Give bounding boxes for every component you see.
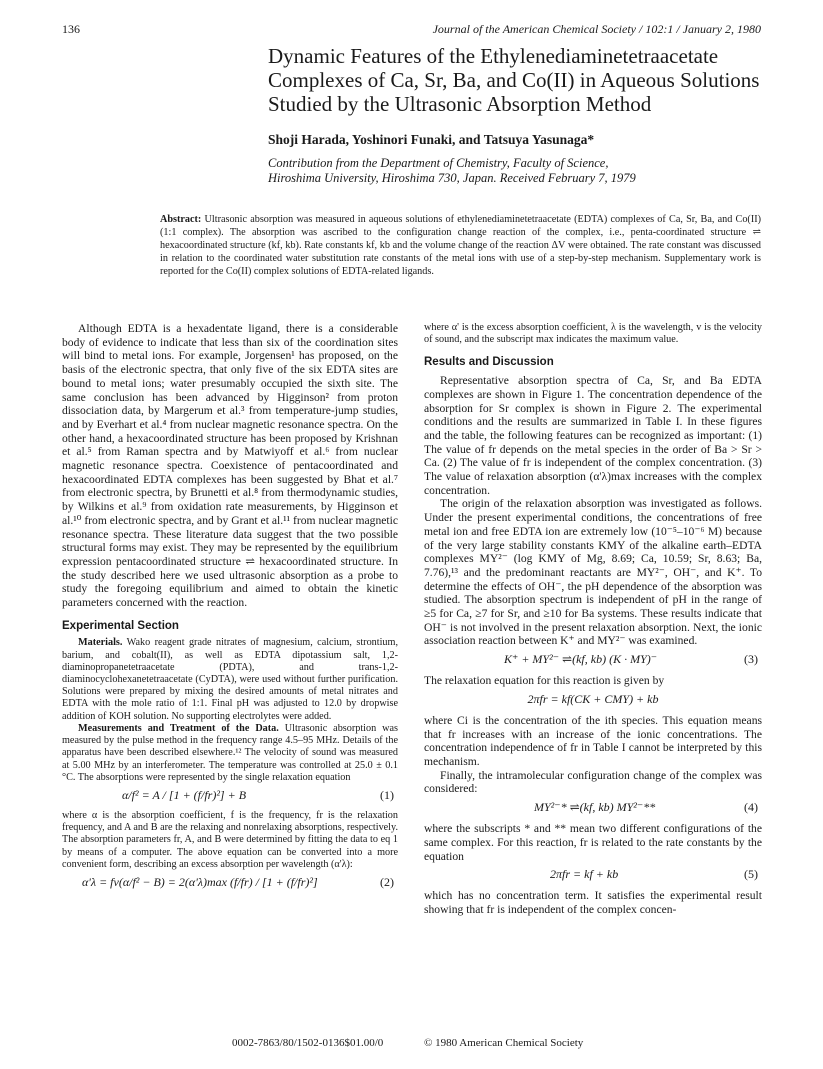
page-footer (62, 1037, 761, 1053)
paragraph: where α' is the excess absorption coefficient, λ is the wavelength, v is the velocity of sound, and the subscript max indicates the maximum value. (424, 322, 762, 346)
paragraph-text: Ultrasonic absorption was measured by the pulse method in the frequency range 4.5–95 MHz. Details of the apparatus have been described elsewhere.¹² The velocity of sound was measured at 5.00 MHz by an interferometer. The temperature was controlled at 25.0 ± 0.1 °C. The absorptions were represented by the single relaxation equation (62, 722, 398, 783)
article-code: 0002-7863/80/1502-0136$01.00/0 (232, 1037, 384, 1049)
equation-1 (62, 784, 398, 810)
equation-expression: MY²⁻* ⇌(kf, kb) MY²⁻** (534, 800, 656, 815)
equation-expression: α'λ = fv(α/f² − B) = 2(α'λ)max (f/fr) / [1 + (f/fr)²] (82, 874, 318, 889)
equation-relaxation (424, 688, 762, 714)
section-heading: Results and Discussion (424, 356, 554, 369)
equation-2 (62, 871, 398, 897)
copyright: © 1980 American Chemical Society (424, 1037, 584, 1049)
equation-number: (4) (744, 800, 758, 815)
title-block (268, 44, 761, 186)
run-in-heading: Materials. (78, 637, 123, 649)
page-number: 136 (62, 22, 80, 36)
equation-number: (5) (744, 867, 758, 882)
running-title: Journal of the American Chemical Society / 102:1 / January 2, 1980 (432, 22, 761, 36)
equation-number: (2) (380, 874, 394, 889)
equation-4 (424, 796, 762, 822)
abstract (160, 213, 761, 278)
paragraph: where α is the absorption coefficient, f is the frequency, fr is the relaxation frequency, and A and B are the relaxing and nonrelaxing absorptions, respectively. The absorption parameters fr, A, and B were determined by fitting the data to eq 1 by means of a computer. The above equation can be converted into a more convenient form, describing an excess absorption per wavelength (α'λ): (62, 809, 398, 870)
materials-paragraph (62, 637, 398, 722)
paragraph: Finally, the intramolecular configuration change of the complex was considered: (424, 768, 762, 796)
intro-paragraph: Although EDTA is a hexadentate ligand, there is a considerable body of evidence to indicate that less than six of the coordination sites will bind to metal ions. For example, Jorgensen¹ has proposed, on the basis of the electronic spectra, that only five of the six EDTA sites are bound to metal ions; water presumably occupied the sixth site. The same conclusion has been advanced by Higginson² from proton dissociation data, by Margerum et al.³ from temperature-jump studies, and by Everhart et al.⁴ from nuclear magnetic resonance spectra. On the other hand, a hexacoordinated structure has been proposed by Krishnan et al.⁵ from Raman spectra and by Matwiyoff et al.⁶ from nuclear magnetic resonance spectra. Coexistence of pentacoordinated and hexacoordinated EDTA complexes has been suggested by Bhat et al.⁷ from electronic spectra, by Brunetti et al.⁸ from thermodynamic studies, by Wilkins et al.⁹ from oxidation rate measurements, by Higginson et al.¹⁰ from electronic spectra, and by Grant et al.¹¹ from nuclear magnetic resonance spectra. These literature data suggest that the two possible structural forms may exist. They may be represented by the equilibrium expression pentacoordinated structure ⇌ hexacoordinated structure. In the study described here we used ultrasonic absorption as a probe to study the foregoing equilibrium and aimed to obtain the kinetic parameters concerned with the reaction. (62, 322, 398, 610)
equation-expression: α/f² = A / [1 + (f/fr)²] + B (122, 787, 247, 802)
equation-3 (424, 648, 762, 674)
equation-expression: 2πfr = kf(CK + CMY) + kb (527, 691, 659, 706)
equation-expression: 2πfr = kf + kb (550, 867, 619, 882)
paragraph: which has no concentration term. It satisfies the experimental result showing that fr is independent of the complex concen- (424, 889, 762, 916)
right-column (424, 322, 762, 917)
measurements-paragraph (62, 723, 398, 784)
abstract-text: Ultrasonic absorption was measured in aqueous solutions of ethylenediaminetetraacetate (EDTA) complexes of Ca, Sr, Ba, and Co(II) (1:1 complex). The absorption was ascribed to the configuration change reaction of the complex, i.e., penta-coordinated structure ⇌ hexacoordinated structure (kf, kb). Rate constants kf, kb and the volume change of the reaction ΔV were obtained. The rate constant was discussed in relation to the coordinated water substitution rate constants of the metal ions with use of a step-by-step mechanism. Supplementary work is reported for the Co(II) complex solutions of EDTA-related ligands. (160, 214, 762, 277)
paragraph: where Ci is the concentration of the ith species. This equation means that fr increases with an increase of the ionic concentrations. The concentration independence of fr in Table I cannot be interpreted by this mechanism. (424, 713, 762, 768)
paragraph: Representative absorption spectra of Ca, Sr, and Ba EDTA complexes are shown in Figure 1. The concentration dependence of the absorption for Sr complex is shown in Figure 2. The experimental conditions and the results are summarized in Table I. In these figures and the table, the following features can be recognized as important: (1) The value of fr depends on the metal species in the order of Ba > Sr > Ca. (2) The value of fr is independent of the complex concentration. (3) The value of relaxation absorption (α'λ)max increases with the complex concentration. (424, 374, 762, 497)
paragraph: The relaxation equation for this reaction is given by (424, 674, 665, 688)
equation-5 (424, 863, 762, 889)
affiliation-line: Contribution from the Department of Chemistry, Faculty of Science, (268, 156, 609, 170)
run-in-heading: Measurements and Treatment of the Data. (78, 722, 279, 734)
authors: Shoji Harada, Yoshinori Funaki, and Tatsuya Yasunaga* (268, 132, 595, 147)
section-heading: Experimental Section (62, 619, 179, 632)
article-title: Dynamic Features of the Ethylenediaminetetraacetate Complexes of Ca, Sr, Ba, and Co(II) in Aqueous Solutions Studied by the Ultrasonic Absorption Method (268, 44, 760, 116)
paragraph: The origin of the relaxation absorption was investigated as follows. Under the present experimental conditions, the concentrations of free metal ion and free EDTA ion are extremely low (10⁻⁵–10⁻⁶ M) because of the very large stability constants KMY of the alkaline earth–EDTA complexes MY²⁻ (log KMY of Mg, 8.69; Ca, 10.59; Sr, 8.63; Ba, 7.76),¹³ and the predominant reactants are MY²⁻, OH⁻, and K⁺. To determine the effects of OH⁻, the pH dependence of the absorption was studied. The absorption spectrum is independent of pH in the range of ≥5 for Ca, ≥7 for Sr, and ≥10 for Ba systems. These results indicate that OH⁻ is not involved in the present relaxation absorption. Next, the ionic association reaction between K⁺ and MY²⁻ was examined. (424, 497, 762, 648)
paragraph-text: Wako reagent grade nitrates of magnesium, calcium, strontium, barium, and cobalt(II), as well as EDTA dipotassium salt, 1,2-diaminopropanetetraacetate (PDTA), and trans-1,2-diaminocyclohexanetetraacetate (CyDTA), were used without further purification. Solutions were prepared by mixing the desired amounts of metal nitrates and EDTA with the mole ratio of 1:1. Final pH was adjusted to 12.0 by dropwise addition of KOH solution. No supporting electrolytes were added. (62, 637, 398, 722)
abstract-label: Abstract: (160, 214, 202, 225)
equation-number: (3) (744, 652, 758, 667)
affiliation (268, 156, 761, 186)
left-column (62, 322, 398, 897)
page-header (62, 22, 761, 38)
affiliation-line: Hiroshima University, Hiroshima 730, Japan. Received February 7, 1979 (268, 171, 636, 185)
paragraph: where the subscripts * and ** mean two different configurations of the same complex. For this reaction, fr is related to the rate constants by the equation (424, 822, 762, 863)
equation-number: (1) (380, 787, 394, 802)
equation-expression: K⁺ + MY²⁻ ⇌(kf, kb) (K · MY)⁻ (504, 652, 658, 667)
